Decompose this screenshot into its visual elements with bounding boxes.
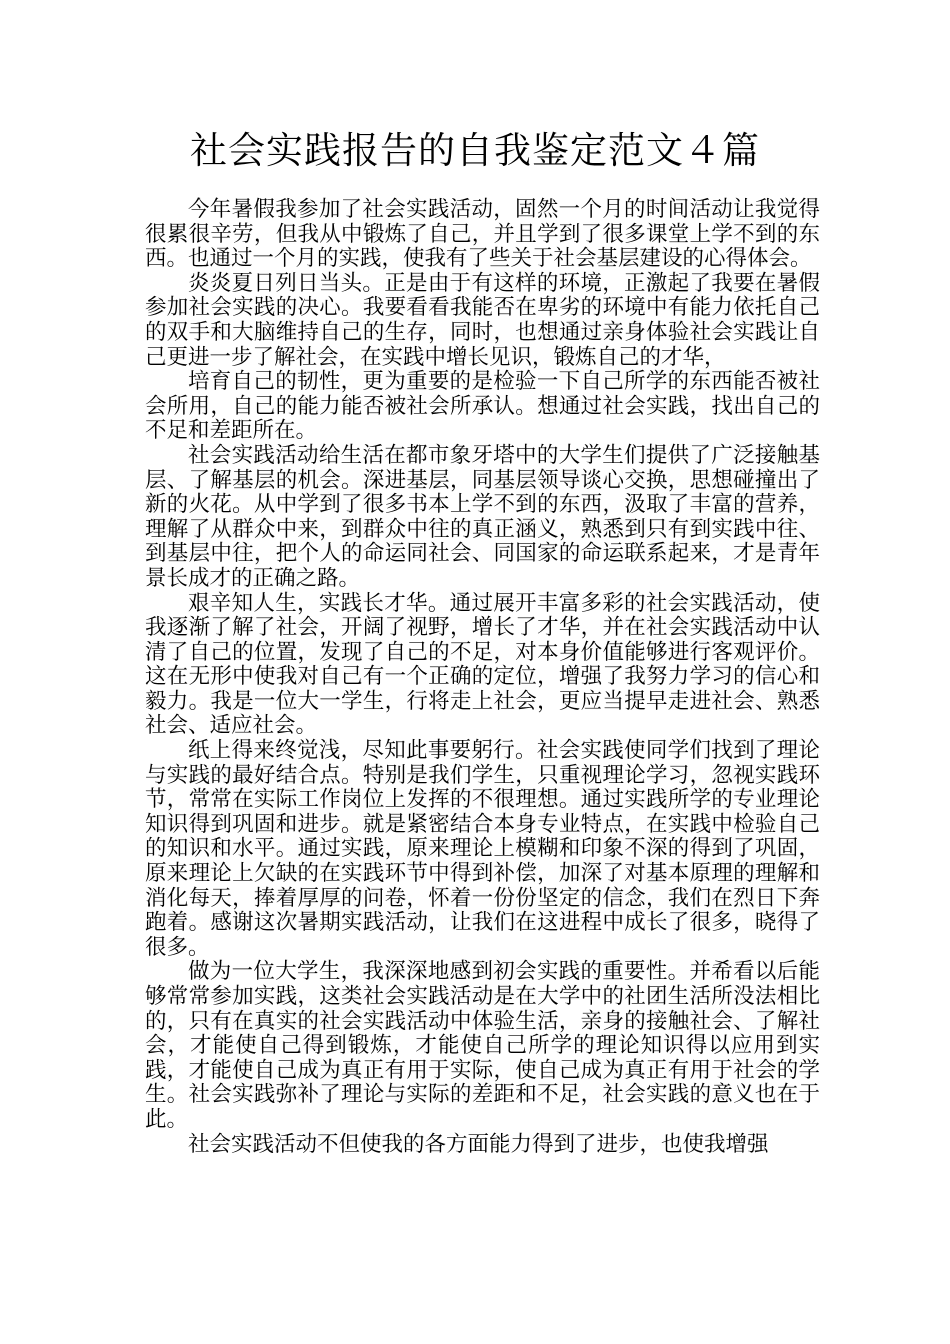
paragraph: 社会实践活动给生活在都市象牙塔中的大学生们提供了广泛接触基层、了解基层的机会。深进基层，同基层领导谈心交换，思想碰撞出了新的火花。从中学到了很多书本上学不到的东西，汲取了丰富的营养，理解了从群众中来，到群众中往的真正涵义，熟悉到只有到实践中往、到基层中往，把个人的命运同社会、同国家的命运联系起来，才是青年景长成才的正确之路。 [145, 442, 820, 591]
paragraph: 做为一位大学生，我深深地感到初会实践的重要性。并希看以后能够常常参加实践，这类社会实践活动是在大学中的社团生活所没法相比的，只有在真实的社会实践活动中体验生活，亲身的接触社会、了解社会，才能使自己得到锻炼，才能使自己所学的理论知识得以应用到实践，才能使自己成为真正有用于实际，使自己成为真正有用于社会的学生。社会实践弥补了理论与实际的差距和不足，社会实践的意义也在于此。 [145, 959, 820, 1132]
document-body [145, 198, 820, 1157]
document-title: 社会实践报告的自我鉴定范文４篇 [190, 129, 760, 172]
paragraph: 纸上得来终觉浅，尽知此事要躬行。社会实践使同学们找到了理论与实践的最好结合点。特别是我们学生，只重视理论学习，忽视实践环节，常常在实际工作岗位上发挥的不很理想。通过实践所学的专业理论知识得到巩固和进步。就是紧密结合本身专业特点，在实践中检验自己的知识和水平。通过实践，原来理论上模糊和印象不深的得到了巩固，原来理论上欠缺的在实践环节中得到补偿，加深了对基本原理的理解和消化每天，捧着厚厚的问卷，怀着一份份坚定的信念，我们在烈日下奔跑着。感谢这次暑期实践活动，让我们在这进程中成长了很多，晓得了很多。 [145, 738, 820, 960]
paragraph: 培育自己的韧性，更为重要的是检验一下自己所学的东西能否被社会所用，自己的能力能否被社会所承认。想通过社会实践，找出自己的不足和差距所在。 [145, 369, 820, 444]
paragraph: 今年暑假我参加了社会实践活动，固然一个月的时间活动让我觉得很累很辛劳，但我从中锻炼了自己，并且学到了很多课堂上学不到的东西。也通过一个月的实践，使我有了些关于社会基层建设的心得体会。 [145, 197, 820, 272]
paragraph: 社会实践活动不但使我的各方面能力得到了进步，也使我增强 [188, 1131, 769, 1157]
paragraph: 炎炎夏日列日当头。正是由于有这样的环境，正激起了我要在暑假参加社会实践的决心。我要看看我能否在卑劣的环境中有能力依托自己的双手和大脑维持自己的生存，同时，也想通过亲身体验社会实践让自己更进一步了解社会，在实践中增长见识，锻炼自己的才华， [145, 270, 820, 370]
paragraph: 艰辛知人生，实践长才华。通过展开丰富多彩的社会实践活动，使我逐渐了解了社会，开阔了视野，增长了才华，并在社会实践活动中认清了自己的位置，发现了自己的不足，对本身价值能够进行客观评价。这在无形中使我对自己有一个正确的定位，增强了我努力学习的信心和毅力。我是一位大一学生，行将走上社会，更应当提早走进社会、熟悉社会、适应社会。 [145, 590, 820, 739]
